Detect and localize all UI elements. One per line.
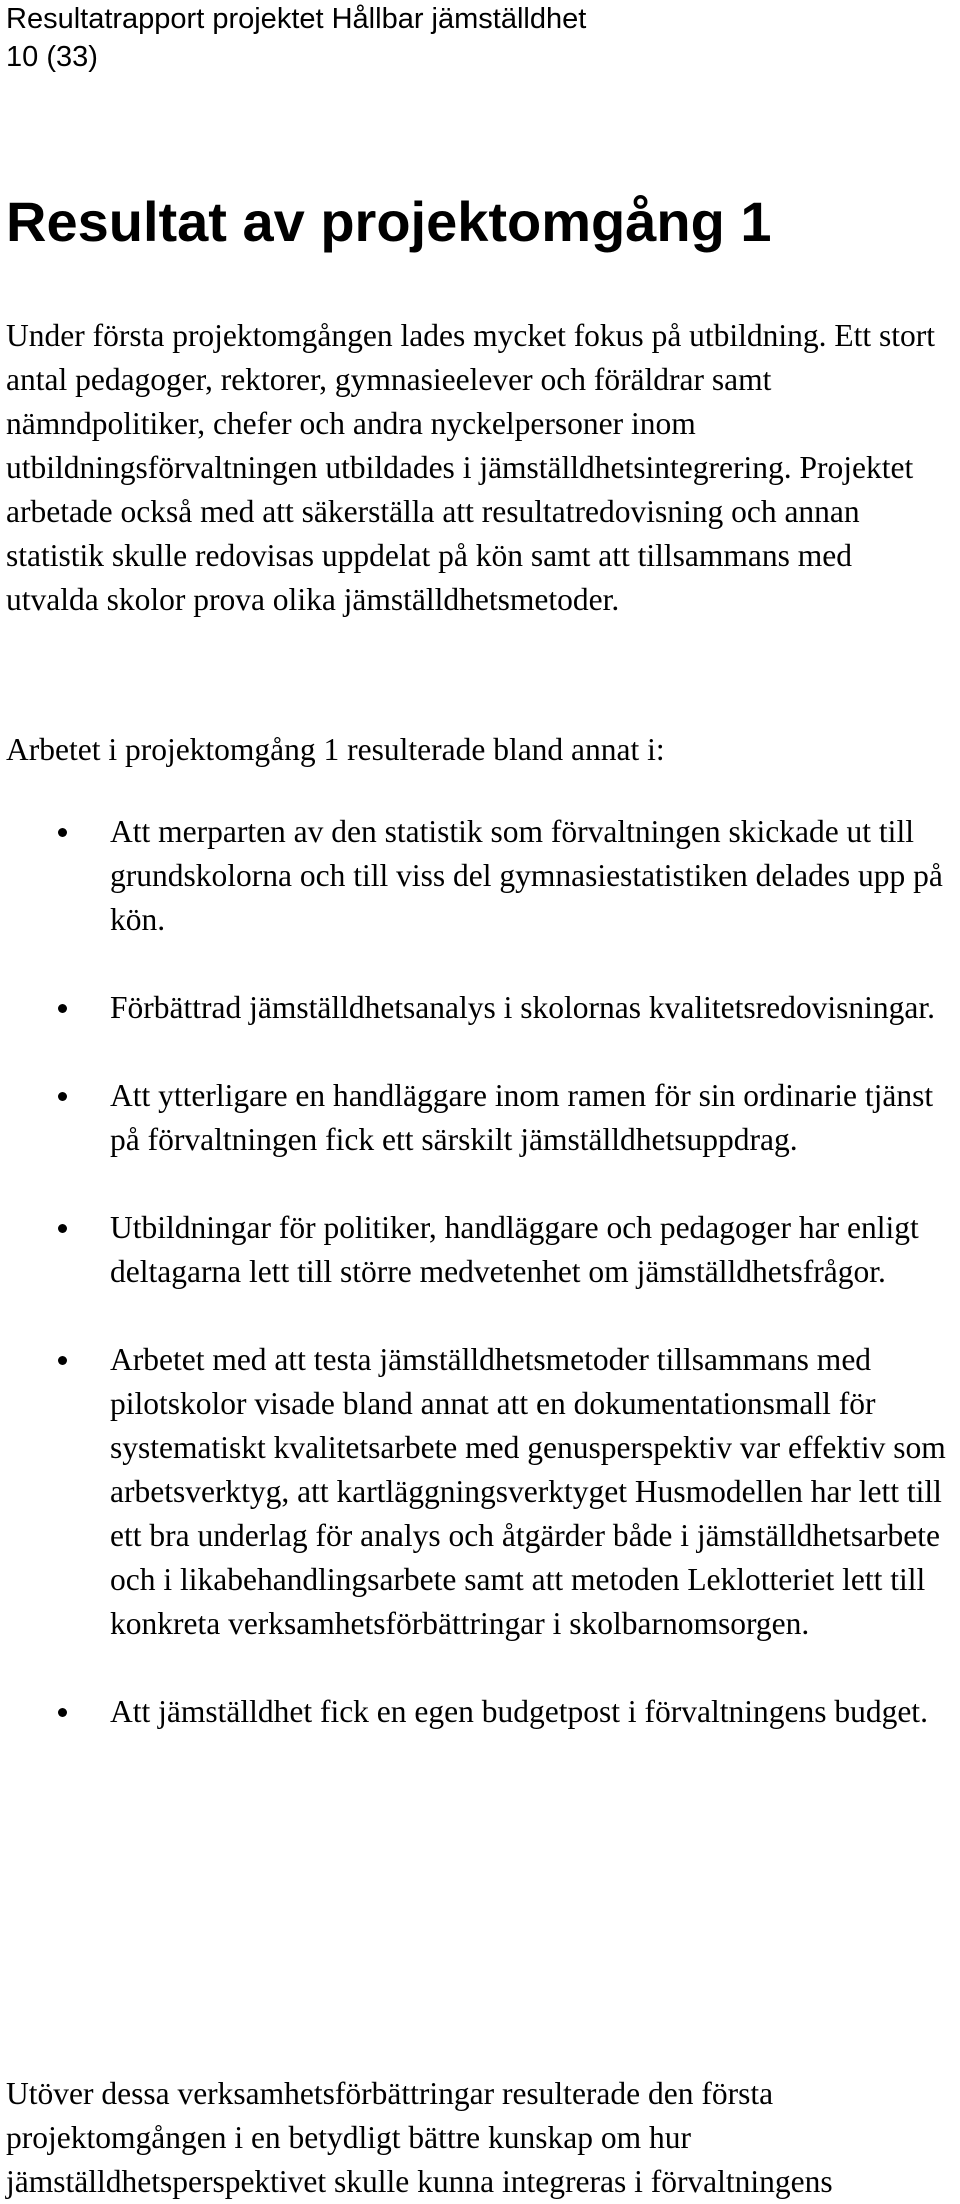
- page-number: 10 (33): [6, 41, 98, 73]
- list-item: [0, 1338, 950, 1646]
- list-item-text: Förbättrad jämställdhetsanalys i skolornas kvalitetsredovisningar.: [110, 990, 935, 1025]
- closing-paragraph: Utöver dessa verksamhetsförbättringar resulterade den första projektomgången i en betydligt bättre kunskap om hur jämställdhetsperspektivet skulle kunna integreras i förvaltningens: [6, 2076, 833, 2199]
- list-item-text: Att ytterligare en handläggare inom ramen för sin ordinarie tjänst på förvaltningen fick ett särskilt jämställdhetsuppdrag.: [110, 1078, 934, 1157]
- bullet-icon: [58, 1708, 67, 1717]
- list-item-text: Att jämställdhet fick en egen budgetpost i förvaltningens budget.: [110, 1694, 928, 1729]
- bullet-icon: [58, 828, 67, 837]
- section-title: Resultat av projektomgång 1: [6, 190, 772, 253]
- bullet-icon: [58, 1004, 67, 1013]
- page-header: [6, 0, 586, 76]
- bullet-icon: [58, 1224, 67, 1233]
- lead-paragraph: Arbetet i projektomgång 1 resulterade bland annat i:: [6, 732, 665, 767]
- bullet-icon: [58, 1356, 67, 1365]
- list-item-text: Att merparten av den statistik som förvaltningen skickade ut till grundskolorna och till viss del gymnasiestatistiken delades upp på kön.: [110, 814, 943, 937]
- list-item: [0, 986, 950, 1030]
- list-item-text: Arbetet med att testa jämställdhetsmetoder tillsammans med pilotskolor visade bland annat att en dokumentationsmall för systematiskt kvalitetsarbete med genusperspektiv var effektiv som arbetsverktyg, att kartläggningsverktyget Husmodellen har lett till ett bra underlag för analys och åtgärder både i jämställdhetsarbete och i likabehandlingsarbete samt att metoden Leklotteriet lett till konkreta verksamhetsförbättringar i skolbarnomsorgen.: [110, 1342, 946, 1641]
- list-item: [0, 810, 950, 942]
- intro-paragraph: Under första projektomgången lades mycket fokus på utbildning. Ett stort antal pedagoger, rektorer, gymnasieelever och föräldrar samt nämndpolitiker, chefer och andra nyckelpersoner inom utbildningsförvaltningen utbildades i jämställdhetsintegrering. Projektet arbetade också med att säkerställa att resultatredovisning och annan statistik skulle redovisas uppdelat på kön samt att tillsammans med utvalda skolor prova olika jämställdhetsmetoder.: [6, 318, 936, 617]
- bullet-icon: [58, 1092, 67, 1101]
- list-item: [0, 1690, 950, 1734]
- list-item-text: Utbildningar för politiker, handläggare och pedagoger har enligt deltagarna lett till större medvetenhet om jämställdhetsfrågor.: [110, 1210, 919, 1289]
- results-list: [0, 810, 960, 1778]
- list-item: [0, 1206, 950, 1294]
- report-title: Resultatrapport projektet Hållbar jämställdhet: [6, 3, 587, 35]
- list-item: [0, 1074, 950, 1162]
